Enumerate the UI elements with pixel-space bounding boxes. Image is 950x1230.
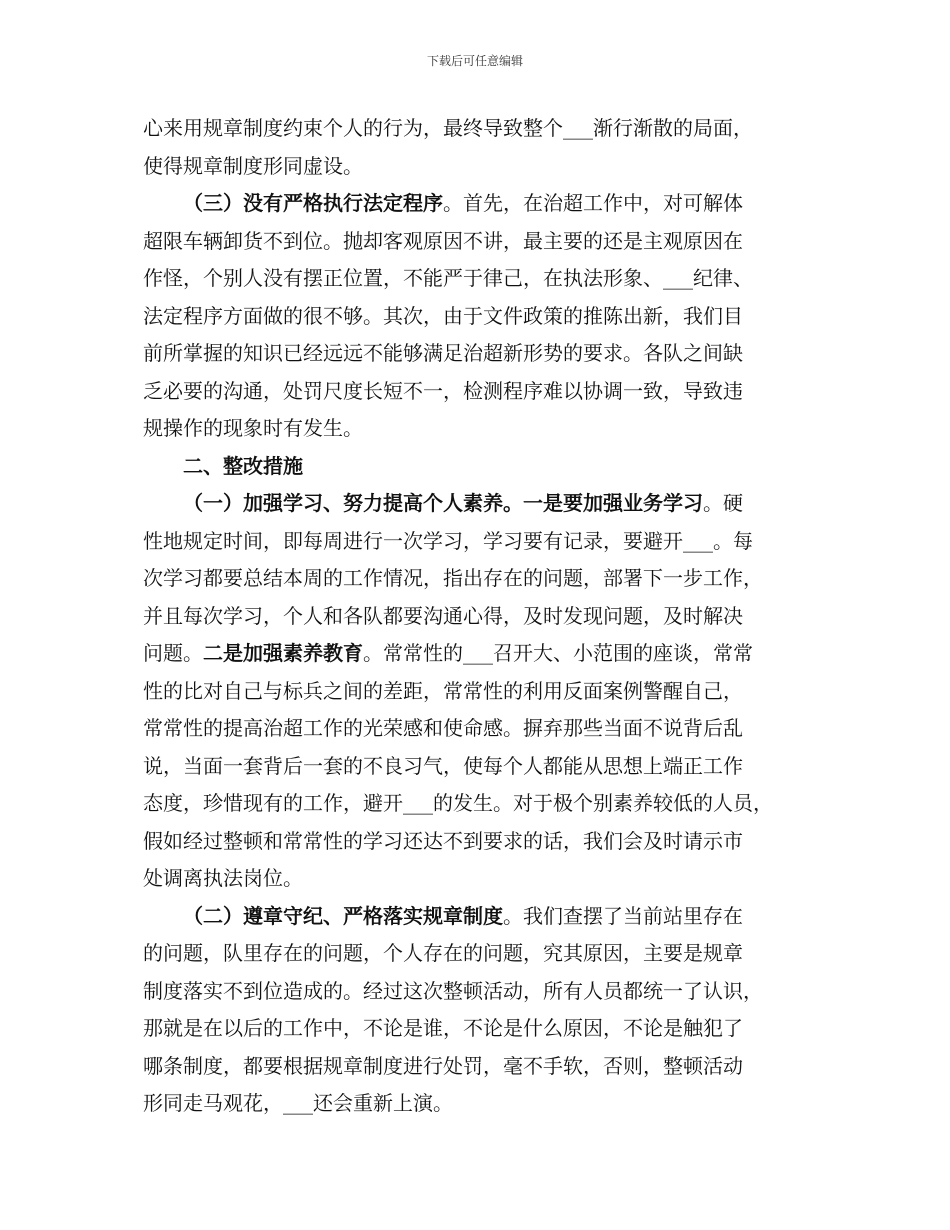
text-line [143,598,811,636]
text-run: 使得规章制度形同虚设。 [143,153,363,178]
text-line [143,823,811,861]
text-run: 常常性的提高治超工作的光荣感和使命感。摒弃那些当面不说背后乱 [143,716,743,740]
text-line [143,973,811,1011]
text-run: 。硬 [703,491,743,515]
bold-text-run: （一）加强学习、努力提高个人素养。一是要加强业务学习 [183,491,703,515]
text-run: 形同走马观花，___还会重新上演。 [143,1091,453,1115]
text-line [143,935,811,973]
text-run: 乏必要的沟通，处罚尺度长短不一，检测程序难以协调一致，导致违 [143,378,743,403]
text-line [143,148,811,186]
text-run: 规操作的现象时有发生。 [143,416,363,440]
text-line [143,860,811,898]
text-line [143,410,811,448]
text-line [143,373,811,411]
text-line [143,560,811,598]
bold-text-run: 二是加强素养教育 [203,641,363,665]
text-run: 说，当面一套背后一套的不良习气，使每个人都能从思想上端正工作 [143,753,743,778]
text-run: 次学习都要总结本周的工作情况，指出存在的问题，部署下一步工作， [143,566,763,590]
text-line [143,223,811,261]
text-run: 超限车辆卸货不到位。抛却客观原因不讲，最主要的还是主观原因在 [143,228,743,253]
text-line [143,110,811,148]
text-line [143,260,811,298]
text-line [143,673,811,711]
text-run: 处调离执法岗位。 [143,866,303,890]
text-line [143,448,811,486]
text-run: 法定程序方面做的很不够。其次，由于文件政策的推陈出新，我们目 [143,303,743,328]
text-run: 心来用规章制度约束个人的行为，最终导致整个___渐行渐散的局面， [143,116,753,140]
page-header: 下载后可任意编辑 [426,54,523,68]
text-line [143,485,811,523]
text-run: 制度落实不到位造成的。经过这次整顿活动，所有人员都统一了认识， [143,978,763,1003]
text-line [143,785,811,823]
text-line [143,710,811,748]
text-run: 前所掌握的知识已经远远不能够满足治超新形势的要求。各队之间缺 [143,341,743,365]
text-line [143,748,811,786]
bold-text-run: （三）没有严格执行法定程序 [183,191,443,215]
text-line [143,1048,811,1086]
text-line [143,523,811,561]
text-run: 性地规定时间，即每周进行一次学习，学习要有记录，要避开___。每 [143,528,753,553]
text-line [143,635,811,673]
text-run: 问题。 [143,641,203,665]
bold-text-run: 二、整改措施 [183,453,303,478]
text-line [143,335,811,373]
text-line [143,185,811,223]
text-run: 并且每次学习，个人和各队都要沟通心得，及时发现问题，及时解决 [143,603,743,628]
text-line [143,898,811,936]
text-run: 的问题，队里存在的问题，个人存在的问题，究其原因，主要是规章 [143,941,743,965]
text-line [143,298,811,336]
text-run: 。首先，在治超工作中，对可解体 [443,191,743,215]
text-run: 哪条制度，都要根据规章制度进行处罚，毫不手软，否则，整顿活动 [143,1053,743,1078]
text-run: 假如经过整顿和常常性的学习还达不到要求的话，我们会及时请示市 [143,828,743,853]
text-run: 那就是在以后的工作中，不论是谁，不论是什么原因，不论是触犯了 [143,1016,743,1040]
text-run: 性的比对自己与标兵之间的差距，常常性的利用反面案例警醒自己， [143,678,743,703]
text-line [143,1010,811,1048]
text-run: 态度，珍惜现有的工作，避开___的发生。对于极个别素养较低的人员， [143,791,773,815]
text-run: 作怪，个别人没有摆正位置，不能严于律己，在执法形象、___纪律、 [143,266,753,290]
bold-text-run: （二）遵章守纪、严格落实规章制度 [183,903,503,928]
text-line [143,1085,811,1123]
text-run: 。我们查摆了当前站里存在 [503,903,743,928]
document-body [143,110,811,1123]
text-run: 。常常性的___召开大、小范围的座谈，常常 [363,641,753,665]
